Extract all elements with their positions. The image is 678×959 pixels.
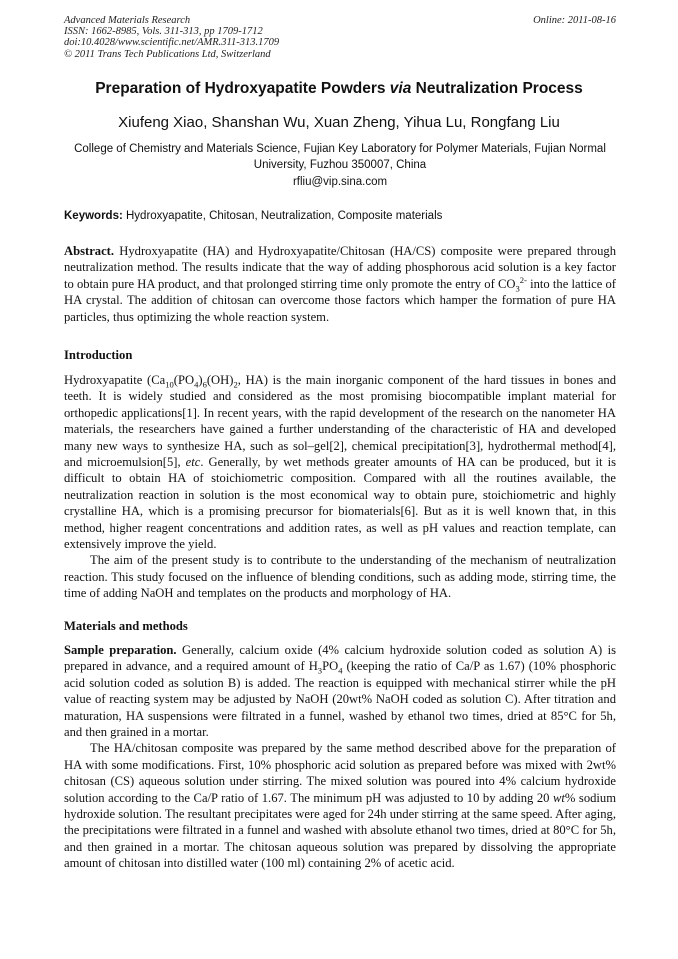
title-text: Preparation of Hydroxyapatite Powders [95, 80, 390, 97]
text-run: (keeping the ratio of Ca/P as 1.67) (10% phosphoric acid solution coded as solution B) is added. The reaction is equipped with mechanical stirrer while the pH value of reacting system may be adjusted by NaOH (20wt% NaOH coded as solution C). After titration and maturation, HA suspensions were filtrated in a funnel, washed by ethanol two times, dried at 85°C for 5h, and then grained in a mortar. [64, 659, 616, 740]
italic-run: wt [552, 790, 565, 805]
subscript: 6 [202, 379, 207, 390]
journal-name: Advanced Materials Research [64, 15, 191, 26]
subscript: 4 [338, 665, 343, 676]
italic-run: etc [185, 455, 201, 470]
text-run: The HA/chitosan composite was prepared by the same method described above for the preparation of HA with some modifications. First, 10% phosphoric acid solution as prepared before was mixed with 2wt% chitosan (CS) aqueous solution under stirring. The mixed solution was poured into 4% calcium hydroxide solution according to the Ca/P ratio of 1.67. The minimum pH was adjusted to 10 by adding 20 [64, 741, 616, 805]
introduction-body [64, 372, 616, 602]
keywords-text: Hydroxyapatite, Chitosan, Neutralization, Composite materials [122, 210, 443, 222]
text-run: % sodium hydroxide solution. The resultant precipitates were aged for 24h under stirring at the same speed. After aging, the precipitations were filtrated in a funnel and washed with absolute ethanol two times, dried at 80°C for 5h, and then grained in a mortar. The chitosan aqueous solution was prepared by dissolving the appropriate amount of chitosan into distilled water (100 ml) containing 2% of acetic acid. [64, 790, 617, 871]
introduction-paragraph-1 [64, 372, 616, 552]
subscript: 4 [194, 379, 199, 390]
methods-heading: Materials and methods [64, 619, 188, 633]
subsection-label: Sample preparation. [64, 643, 177, 657]
online-date: Online: 2011-08-16 [533, 15, 616, 26]
subscript: 10 [165, 379, 174, 390]
text-run: Hydroxyapatite (Ca [64, 373, 166, 387]
text-run: PO [322, 659, 339, 674]
keywords-label: Keywords: [64, 210, 123, 222]
title-text-end: Neutralization Process [411, 80, 583, 97]
subscript: 2 [233, 379, 238, 390]
issn-line: ISSN: 1662-8985, Vols. 311-313, pp 1709-1712 [64, 26, 263, 38]
abstract-superscript: 2- [519, 274, 527, 285]
methods-paragraph-1 [64, 642, 616, 740]
subscript: 3 [317, 665, 323, 676]
author-list: Xiufeng Xiao, Shanshan Wu, Xuan Zheng, Yihua Lu, Rongfang Liu [118, 114, 560, 131]
abstract-text-end: into the lattice of HA crystal. The addition of chitosan can overcome those factors which hamper the formation of pure HA particles, thus optimizing the whole reaction system. [64, 276, 616, 324]
introduction-heading: Introduction [64, 348, 133, 362]
copyright-line: © 2011 Trans Tech Publications Ltd, Switzerland [64, 48, 271, 60]
contact-email: rfliu@vip.sina.com [292, 176, 388, 188]
abstract [64, 243, 616, 325]
doi-line: doi:10.4028/www.scientific.net/AMR.311-313.1709 [64, 37, 280, 49]
paper-title [40, 80, 638, 98]
introduction-paragraph-2: The aim of the present study is to contribute to the understanding of the mechanism of neutralization reaction. This study focused on the influence of blending conditions, such as adding mode, stirring time, the time of adding NaOH and templates on the products and morphology of HA. [64, 553, 616, 601]
abstract-subscript: 3 [515, 283, 520, 294]
keywords [64, 210, 616, 222]
title-italic: via [389, 80, 412, 97]
methods-body [64, 642, 616, 872]
text-run: , HA) is the main inorganic component of the hard tissues in bones and teeth. It is widely studied and considered as the most promising biocompatible implant material for orthopedic applications[1]. In recent years, with the rapid development of the research on the nanometer HA materials, the researchers have gained a further understanding of the characteristic of HA and developed many new ways to synthesize HA, such as sol–gel[2], chemical precipitation[3], hydrothermal method[4], and microemulsion[5], [64, 373, 617, 470]
text-run: (OH) [206, 373, 234, 387]
methods-paragraph-2 [64, 740, 616, 871]
abstract-label: Abstract. [64, 244, 115, 258]
text-run: (PO [173, 373, 195, 387]
text-run: . Generally, by wet methods greater amounts of HA can be produced, but it is difficult to obtain HA of stoichiometric composition. Compared with all the routines available, the neutralization reaction in solution is the most economical way to obtain pure, stoichiometric and highly crystalline HA, which is a promising precursor for biomaterials[6]. But as it is well known that, in this method, higher reagent concentrations and addition rates, as well as pH values and reaction template, can extensively improve the yield. [64, 455, 616, 552]
abstract-text: Hydroxyapatite (HA) and Hydroxyapatite/Chitosan (HA/CS) composite were prepared through neutralization method. The results indicate that the way of adding phosphorous acid solution is a key factor to obtain pure HA product, and that prolonged stirring time only promote the entry of CO [64, 244, 616, 291]
publication-header [64, 15, 616, 60]
text-run: ) [198, 373, 203, 387]
affiliation: College of Chemistry and Materials Science, Fujian Key Laboratory for Polymer Materials, Fujian Normal University, Fuzhou 350007, China [74, 143, 606, 171]
text-run: Generally, calcium oxide (4% calcium hydroxide solution coded as solution A) is prepared in advance, and a required amount of H [64, 643, 616, 674]
